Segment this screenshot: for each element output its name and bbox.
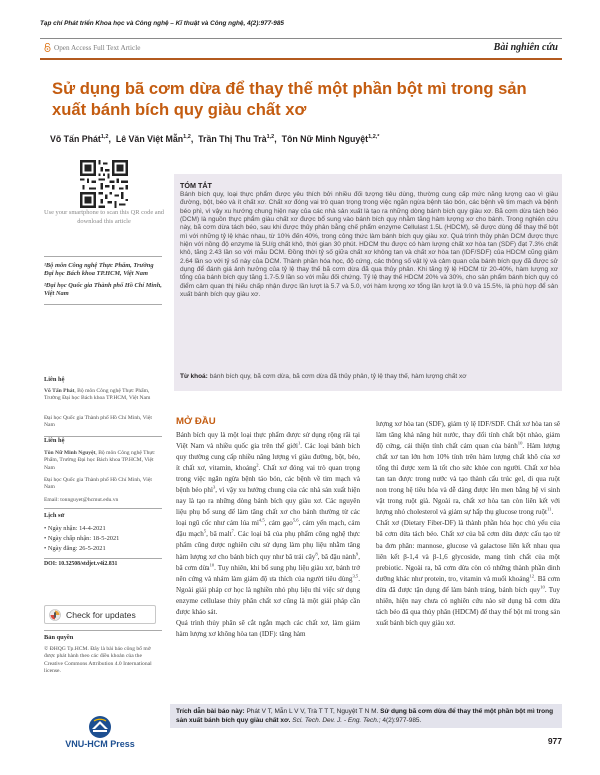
author-name: Trần Thị Thu Trà — [198, 134, 267, 144]
author-affiliation-marker: 1,2 — [266, 134, 275, 141]
contact-2-details: Tôn Nữ Minh Nguyệt, Bộ môn Công nghệ Thực Phẩm, Trường Đại học Bách khoa TP.HCM, Việt Nam — [44, 450, 155, 471]
author-affiliation-marker: 1,2 — [100, 134, 109, 141]
body-text: . — [551, 508, 554, 517]
sidebar-divider — [44, 256, 162, 257]
author-list: Võ Tấn Phát$^{1,2}$, Lê Văn Việt Mẫn$^{1,2}$, Trần Thị Thu Trà$^{1,2}$, Tôn Nữ Minh Nguyệt$^{1,2,*}$ — [50, 134, 380, 144]
author-affiliation-marker: 1,2 — [183, 134, 191, 141]
citation-ref[interactable]: 5 — [203, 529, 207, 535]
body-paragraph — [376, 419, 560, 518]
citation-journal: Sci. Tech. Dev. J. - Eng. Tech.; — [292, 717, 381, 724]
body-text: lượng xơ hòa tan (SDF), giảm tỷ lệ IDF/SDF. Chất xơ hòa tan sẽ làm tăng khả năng hút nước, thay đổi tính chất bột nhào, giảm độ cứng, cải thiện tính chất cảm quan của bánh — [376, 420, 560, 451]
title-divider — [40, 58, 562, 60]
logo-text: VNU-HCM Press — [65, 739, 135, 749]
journal-header: Tạp chí Phát triển Khoa học và Công nghệ – Kĩ thuật và Công nghệ, 4(2):977-985 — [40, 20, 284, 27]
article-type: Bài nghiên cứu — [493, 42, 558, 53]
body-paragraph — [376, 518, 560, 628]
body-text: , cám yến mạch, cám đậu mạch — [176, 519, 360, 539]
body-text: . Ngoài giải pháp cơ học là nghiền nhỏ phụ liệu thì việc sử dụng enzyme cellulase thủy phân chất xơ cũng là một giải pháp cần được khảo sát. — [176, 574, 360, 616]
contact-2-university: Đại học Quốc gia Thành phố Hồ Chí Minh, Việt Nam — [44, 477, 152, 491]
contact-email[interactable]: Email: tonnguyet@hcmut.edu.vn — [44, 497, 119, 503]
body-text: , bã malt — [206, 530, 232, 539]
body-text: Bánh bích quy là một loại thực phẩm được sử dụng rộng rãi tại Việt Nam và nhiều quốc gia trên thế giới — [176, 431, 360, 451]
author-affiliation-marker: 1,2,* — [368, 134, 380, 141]
vnu-hcm-press-logo — [44, 714, 156, 750]
abstract-body: Bánh bích quy, loại thực phẩm được yêu thích bởi nhiều đối tượng tiêu dùng, thường cung cấp mức năng lượng cao vì giàu đường, bột, béo và ít chất xơ. Chất xơ đóng vai trò quan trọng trong việc ngăn ngừa bệnh táo bón, các bệnh về tim mạch và bệnh béo phì, vì vậy xu hướng chung hiện nay của các nhà sản xuất là tạo ra những dòng bánh bích quy giàu xơ. Bã cơm dừa tách béo (DCM) là nguồn thực phẩm giàu chất xơ được bổ sung vào bánh bích quy nhằm tăng hàm lượng xơ cho bánh. Trong nghiên cứu này, bã cơm dừa tách béo, sau khi được thủy phân bằng chế phẩm enzyme Cellulast 1.5L (HDCM), sẽ được dùng để thay thế bột mì với những tỷ lệ khác nhau, từ 10% đến 40%, trong công thức làm bánh bích quy giàu xơ. Quá trình thủy phân DCM được thực hiện với nồng độ enzyme là 5U/g chất khô, thời gian 30 phút. HDCM thu được có hàm lượng chất xơ hòa tan (SDF) đạt 7.3% chất khô, tăng 2.43 lần so với mẫu DCM. Đồng thời tỷ số giữa chất xơ không tan và chất xơ hòa tan (IDF/SDF) của HDCM cũng giảm 2.64 lần so với tỷ số này của DCM. Thành phần hóa học, độ cứng, các thông số vật lý và cảm quan của bánh bích quy đã được sử dụng để đánh giá ảnh hưởng của tỷ lệ thay thế bã cơm dừa đã qua thủy phân. Khi tăng tỷ lệ HDCM từ 20-40%, hàm lượng xơ tổng của bánh bích quy tăng 1.7-5.9 lần so với mẫu đối chứng. Tỷ lệ thay thế HDCM 20% và 30%, cho sản phẩm bánh bích quy có điểm cảm quan thị hiếu chấp nhận được lần lượt là 5.7 và 5.0, với hàm lượng xơ tổng lần lượt là 9.0 và 15.5%, là phù hợp để sản xuất bánh bích quy giàu xơ. — [180, 191, 558, 299]
qr-code[interactable] — [80, 160, 128, 208]
affiliation-1: ¹Bộ môn Công nghệ Thực Phẩm, Trường Đại học Bách khoa TP.HCM, Việt Nam — [44, 262, 154, 278]
citation-ref[interactable]: 3,5 — [352, 573, 359, 579]
author-name: Lê Văn Việt Mẫn — [115, 134, 184, 144]
accepted-date: • Ngày chấp nhận: 18-5-2021 — [44, 535, 120, 542]
open-access-label — [44, 43, 140, 52]
author-name: Võ Tấn Phát — [50, 134, 101, 144]
citation-ref[interactable]: 2 — [256, 462, 259, 468]
citation-ref[interactable]: 4,5 — [258, 518, 265, 524]
author-name: Tôn Nữ Minh Nguyệt — [281, 134, 369, 144]
keywords-label: Từ khoá: — [180, 373, 208, 380]
section-heading-intro: MỞ ĐẦU — [176, 416, 216, 427]
sidebar-divider — [44, 304, 162, 305]
citation-volume: 4(2):977-985. — [382, 717, 422, 724]
body-text: . Bã cơm dừa đã được tận dụng để làm bánh tráng, bánh bích quy — [376, 574, 560, 594]
citation-text — [176, 707, 560, 725]
body-text: Chất xơ (Dietary Fiber-DF) là thành phần hóa học chủ yếu của bã cơm dừa tách béo. Chất xơ của bã cơm dừa được cấu tạo từ ba đơn phân: mannose, glucose và galactose liên kết nhau qua liên kết β-1,4 và β-1,6 glycoside, mang tính chất của một prebiotic. Ngoài ra, bã cơm dừa còn có những thành phần dinh dưỡng khác như protein, tro, vitamin và muối khoáng — [376, 519, 560, 583]
contact-affiliation: Bộ môn Công nghệ Thực Phẩm, Trường Đại học Bách khoa TP.HCM, Việt Nam — [44, 450, 155, 471]
open-access-text: Open Access Full Text Article — [54, 43, 141, 52]
sidebar-divider — [44, 508, 162, 509]
contact-1-university: Đại học Quốc gia Thành phố Hồ Chí Minh, Việt Nam — [44, 415, 152, 429]
contact-1-details: Võ Tấn Phát, Bộ môn Công nghệ Thực Phẩm, Trường Đại học Bách khoa TP.HCM, Việt Nam — [44, 388, 151, 402]
logo-emblem-icon — [89, 716, 111, 738]
body-text: . Chất xơ đóng vai trò quan trọng trong việc ngăn ngừa bệnh táo bón, các bệnh về tim mạch và bệnh béo phì — [176, 464, 360, 495]
citation-label: Trích dẫn bài báo này: — [176, 708, 245, 715]
body-text: , bã cơm dừa — [176, 552, 360, 572]
received-date: • Ngày nhận: 14-4-2021 — [44, 525, 106, 532]
affiliation-2: ²Đại học Quốc gia Thành phố Hồ Chí Minh, Việt Nam — [44, 282, 162, 298]
body-text: , bã đậu nành — [317, 552, 356, 561]
citation-ref[interactable]: 8 — [315, 551, 318, 557]
citation-authors: Phát V T, Mẫn L V V, Trà T T T, Nguyệt T N M. — [246, 708, 379, 715]
check-for-updates-label: Check for updates — [66, 609, 136, 620]
citation-ref[interactable]: 1 — [297, 440, 301, 446]
body-text: . Các loại bã của phụ phẩm công nghệ thực phẩm cũng được nghiên cứu sử dụng làm phụ liệu nhằm tăng hàm lượng xơ cho bánh bích quy như bã trái cây — [176, 530, 360, 561]
contact-heading: Liên hệ — [44, 376, 65, 383]
citation-ref[interactable]: 10 — [209, 562, 215, 568]
body-text: . Các loại bánh bích quy thường cung cấp nhiều năng lượng vì giàu đường, bột, béo, ít chất xơ, vitamin, khoáng — [176, 442, 360, 473]
body-column-1 — [176, 430, 360, 640]
citation-ref[interactable]: 11 — [547, 507, 552, 513]
contact-heading: Liên hệ — [44, 437, 65, 444]
body-paragraph: Quá trình thủy phân sẽ cắt ngắn mạch các chất xơ, làm giảm hàm lượng xơ không hòa tan (IDF): tăng hàm — [176, 618, 360, 638]
copyright-text: © ĐHQG Tp.HCM. Đây là bài báo công bố mở được phát hành theo các điều khoản của the Creative Commons Attribution 4.0 International license. — [44, 646, 152, 675]
body-text: . Hàm lượng chất xơ tan lớn hơn 10% tính trên hàm lượng chất khô của xơ tổng thì được xem là tốt cho sức khỏe con người. Chất xơ hòa tan tan được trong nước và tạo thành cấu trúc gel, di qua ruột non trong hệ tiêu hóa và dễ dàng được lên men bằng hệ vi sinh vật trong ruột già. Ngoài ra, chất xơ hòa tan còn liên kết với lượng nhỏ cholesterol và giảm sự hấp thụ glucose trong ruột — [376, 442, 560, 517]
abstract-heading: TÓM TẮT — [180, 181, 212, 190]
contact-name: Tôn Nữ Minh Nguyệt — [44, 450, 96, 456]
citation-ref[interactable]: 5,6 — [292, 518, 299, 524]
citation-ref[interactable]: 9 — [355, 551, 359, 557]
body-text: . Tuy nhiên, khi bổ sung phụ liệu giàu xơ, bánh trở nên cứng và nhám làm giảm độ ưa thích của người tiêu dùng — [176, 563, 360, 583]
keywords — [180, 373, 558, 380]
keywords-text: bánh bích quy, bã cơm dừa, bã cơm dừa đã thủy phân, tỷ lệ thay thế, hàm lượng chất xơ — [209, 373, 467, 380]
history-heading: Lịch sử — [44, 512, 65, 519]
citation-ref[interactable]: 3 — [212, 484, 216, 490]
published-date: • Ngày đăng: 26-5-2021 — [44, 545, 106, 552]
body-column-2 — [376, 419, 560, 629]
article-title: Sử dụng bã cơm dừa để thay thế một phần bột mì trong sản xuất bánh bích quy giàu chất xơ — [52, 79, 527, 119]
page-number: 977 — [547, 736, 562, 746]
contact-affiliation: Bộ môn Công nghệ Thực Phẩm, Trường Đại học Bách khoa TP.HCM, Việt Nam — [44, 388, 151, 402]
sidebar-divider — [44, 630, 162, 631]
citation-ref[interactable]: 10 — [540, 584, 545, 590]
citation-ref[interactable]: 12 — [529, 573, 535, 579]
qr-caption: Use your smartphone to scan this QR code and download this article — [44, 209, 164, 225]
crossmark-icon — [49, 609, 61, 621]
sidebar-divider — [44, 558, 162, 559]
citation-ref[interactable]: 10 — [517, 440, 523, 446]
body-text: , cám gạo — [264, 519, 293, 528]
check-for-updates-badge[interactable] — [44, 605, 156, 624]
copyright-heading: Bản quyền — [44, 634, 74, 641]
body-text: . Tuy nhiên, hiện nay chưa có nghiên cứu nào sử dụng bã cơm dừa tách béo đã qua thủy phân (HDCM) để thay thế bột mì trong sản xuất bánh bích quy giàu xơ. — [376, 585, 560, 627]
contact-name: Võ Tấn Phát — [44, 388, 75, 394]
header-divider — [40, 38, 562, 39]
doi[interactable]: DOI: 10.32508/stdjet.v4i2.831 — [44, 561, 118, 567]
body-text: , vì vậy xu hướng chung của các nhà sản xuất hiện nay là tạo ra những dòng bánh bích quy giàu xơ. Các nguyên liệu phụ bổ sung để làm tăng chất xơ cho bánh thường từ các loại ngũ cốc như cám lúa mì — [176, 486, 360, 528]
open-access-lock-icon — [44, 43, 51, 52]
citation-ref[interactable]: 7 — [231, 529, 234, 535]
citation-title: Sử dụng bã cơm dừa để thay thế một phần bột mì trong sản xuất bánh bích quy giàu chất xơ. — [176, 708, 554, 724]
